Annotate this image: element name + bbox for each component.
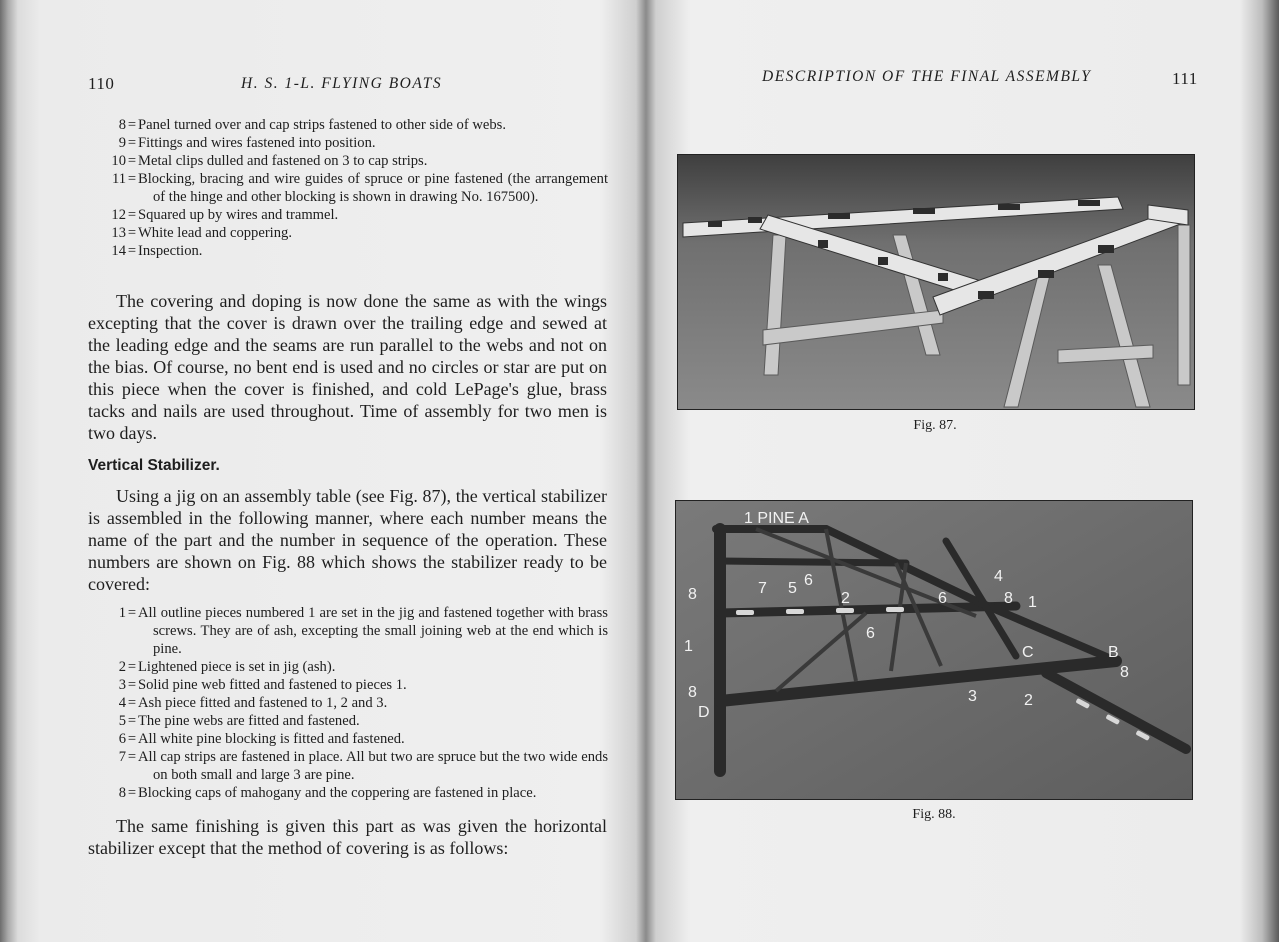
figure-87-caption: Fig. 87. [913, 418, 957, 433]
operation-step [100, 676, 608, 694]
equals-sign: = [127, 731, 137, 747]
equals-sign: = [127, 659, 137, 675]
operation-list-bottom [100, 604, 608, 802]
fig88-label-6-top: 6 [804, 572, 813, 589]
equals-sign: = [127, 135, 137, 151]
operation-step [100, 694, 608, 712]
operation-step-number: 10 [111, 153, 126, 169]
equals-sign: = [127, 243, 137, 259]
operation-step-text: The pine webs are fitted and fastened. [138, 713, 360, 729]
equals-sign: = [127, 225, 137, 241]
operation-step-text: Fittings and wires fastened into position. [138, 135, 376, 151]
running-title-right: DESCRIPTION OF THE FINAL ASSEMBLY [762, 68, 1092, 85]
operation-step [100, 224, 608, 242]
figure-88-caption: Fig. 88. [912, 807, 956, 822]
operation-step [100, 604, 608, 658]
equals-sign: = [127, 171, 137, 187]
operation-step-number: 12 [111, 207, 126, 223]
operation-step-number: 8 [118, 117, 126, 133]
page-number-left: 110 [88, 74, 115, 93]
equals-sign: = [127, 117, 137, 133]
paragraph-assembly: Using a jig on an assembly table (see Fig. 87), the vertical stabilizer is assembled in the following manner, where each number means the name of the part and the number in sequence of the operation. These numbers are shown on Fig. 88 which shows the stabilizer ready to be covered: [88, 486, 607, 594]
fig88-label-6-middle: 6 [866, 625, 875, 642]
operation-step-text: White lead and coppering. [138, 225, 292, 241]
operation-step [100, 206, 608, 224]
operation-step-number: 2 [118, 659, 126, 675]
operation-step [100, 658, 608, 676]
operation-step [100, 748, 608, 784]
operation-step-text: Squared up by wires and trammel. [138, 207, 339, 223]
paragraph-finishing: The same finishing is given this part as was given the horizontal stabilizer except that the method of covering is as follows: [88, 816, 607, 858]
operation-step-number: 11 [111, 171, 126, 187]
operation-step-number: 14 [111, 243, 126, 259]
running-title-left: H. S. 1-L. FLYING BOATS [241, 75, 443, 92]
operation-step-text: All outline pieces numbered 1 are set in the jig and fastened together with brass screws. They are of ash, excepting the small joining web at the end which is pine. [138, 605, 608, 657]
operation-step-text: Solid pine web fitted and fastened to pieces 1. [138, 677, 407, 693]
figure-88-photo [675, 500, 1193, 800]
operation-step-text: Blocking caps of mahogany and the coppering are fastened in place. [138, 785, 537, 801]
operation-step-text: Panel turned over and cap strips fastened to other side of webs. [138, 117, 506, 133]
operation-step-number: 8 [118, 785, 126, 801]
operation-step-text: Inspection. [138, 243, 203, 259]
page-number-right: 111 [1172, 69, 1198, 88]
fig88-label-4: 4 [994, 568, 1003, 585]
equals-sign: = [127, 153, 137, 169]
operation-step-number: 13 [111, 225, 126, 241]
operation-step-number: 7 [118, 749, 126, 765]
fig88-label-pine-a: 1 PINE A [744, 510, 809, 527]
fig88-label-c: C [1022, 644, 1034, 661]
fig88-label-8-d: 8 [688, 684, 697, 701]
operation-step-number: 3 [118, 677, 126, 693]
equals-sign: = [127, 677, 137, 693]
fig88-label-2-bottom: 2 [1024, 692, 1033, 709]
operation-step-text: Metal clips dulled and fastened on 3 to cap strips. [138, 153, 428, 169]
fig88-label-5: 5 [788, 580, 797, 597]
operation-step [100, 134, 608, 152]
equals-sign: = [127, 207, 137, 223]
operation-step-text: All cap strips are fastened in place. All but two are spruce but the two wide ends on both small and large 3 are pine. [138, 749, 608, 783]
fig88-label-8-right: 8 [1004, 590, 1013, 607]
right-page [648, 0, 1279, 942]
fig88-label-1-left: 1 [684, 638, 693, 655]
operation-step-number: 5 [118, 713, 126, 729]
fig88-label-8-left: 8 [688, 586, 697, 603]
fig88-label-6-right: 6 [938, 590, 947, 607]
fig88-label-b: B [1108, 644, 1119, 661]
operation-step-number: 6 [118, 731, 126, 747]
equals-sign: = [127, 695, 137, 711]
operation-step [100, 242, 608, 260]
operation-step [100, 116, 608, 134]
operation-list-top [100, 116, 608, 260]
fig88-label-7: 7 [758, 580, 767, 597]
equals-sign: = [127, 749, 137, 765]
fig88-label-8-b: 8 [1120, 664, 1129, 681]
operation-step-number: 9 [118, 135, 126, 151]
fig88-label-d: D [698, 704, 710, 721]
section-heading-vertical-stabilizer: Vertical Stabilizer. [88, 457, 220, 474]
equals-sign: = [127, 605, 137, 621]
operation-step [100, 784, 608, 802]
operation-step-text: Blocking, bracing and wire guides of spruce or pine fastened (the arrangement of the hinge and other blocking is shown in drawing No. 167500). [138, 171, 608, 205]
fig88-label-3: 3 [968, 688, 977, 705]
operation-step-text: All white pine blocking is fitted and fastened. [138, 731, 405, 747]
equals-sign: = [127, 785, 137, 801]
operation-step [100, 170, 608, 206]
operation-step [100, 730, 608, 748]
operation-step-text: Ash piece fitted and fastened to 1, 2 and 3. [138, 695, 388, 711]
fig88-label-2-top: 2 [841, 590, 850, 607]
fig88-label-1-right: 1 [1028, 594, 1037, 611]
operation-step-number: 1 [118, 605, 126, 621]
operation-step [100, 152, 608, 170]
operation-step-number: 4 [118, 695, 126, 711]
figure-87-photo [677, 154, 1195, 410]
paragraph-covering: The covering and doping is now done the same as with the wings excepting that the cover is drawn over the trailing edge and sewed at the leading edge and the seams are run parallel to the webs and not on the bias. Of course, no bent end is used and no circles or star are put on this piece when the cover is finished, and cold LePage's glue, brass tacks and nails are used throughout. Time of assembly for two men is two days. [88, 291, 607, 443]
operation-step-text: Lightened piece is set in jig (ash). [138, 659, 336, 675]
operation-step [100, 712, 608, 730]
equals-sign: = [127, 713, 137, 729]
